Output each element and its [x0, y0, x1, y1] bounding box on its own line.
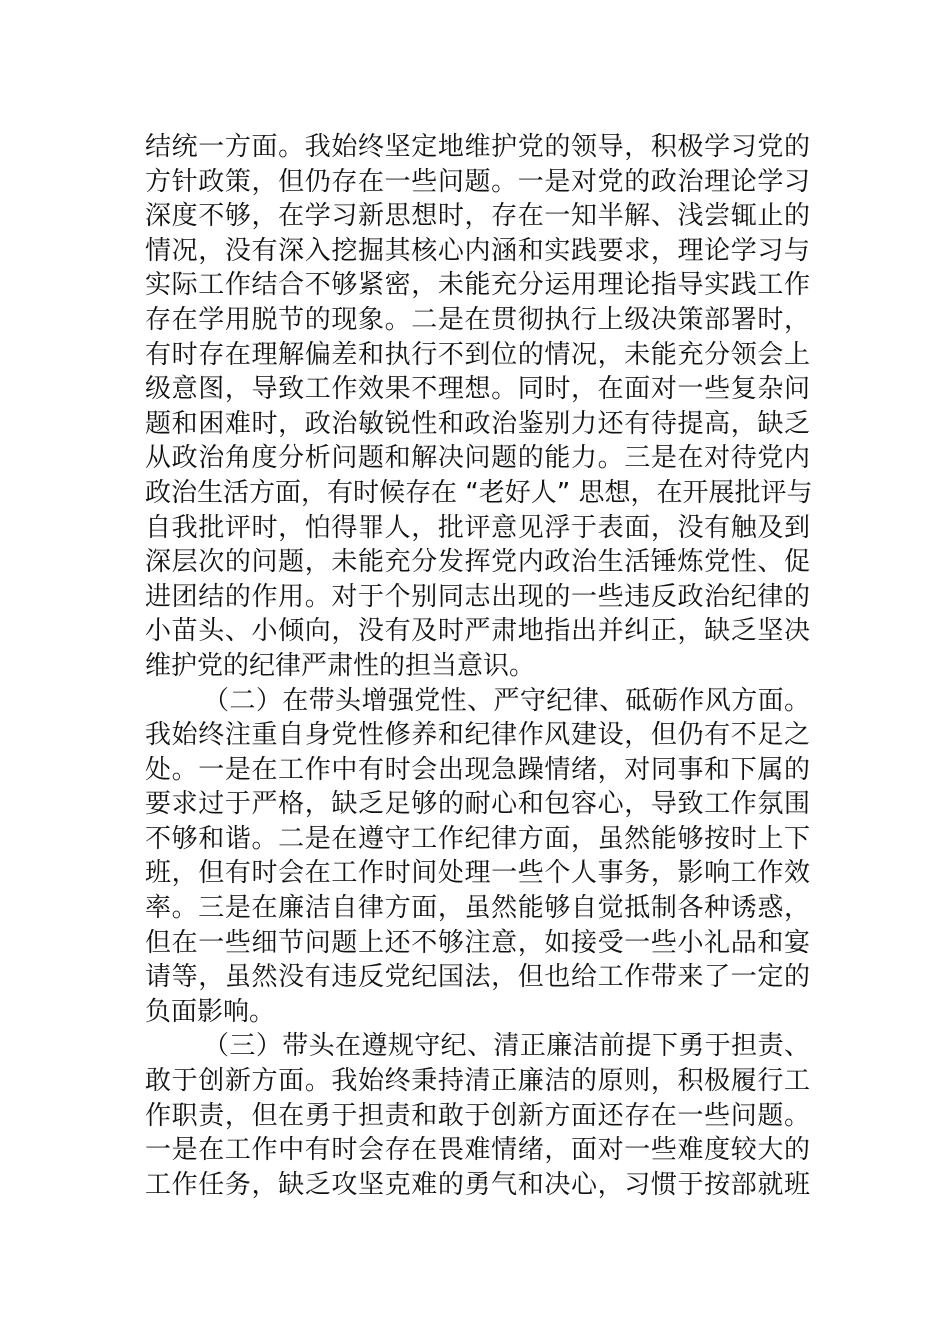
text-line: 要求过于严格，缺乏足够的耐心和包容心，导致工作氛围: [145, 789, 810, 820]
text-line: 维护党的纪律严肃性的担当意识。: [145, 650, 536, 681]
text-line: 有时存在理解偏差和执行不到位的情况，未能充分领会上: [145, 339, 810, 370]
text-line: 实际工作结合不够紧密，未能充分运用理论指导实践工作: [145, 270, 810, 301]
text-line: 但在一些细节问题上还不够注意，如接受一些小礼品和宴: [145, 927, 810, 958]
text-line: 结统一方面。我始终坚定地维护党的领导，积极学习党的: [145, 132, 810, 162]
text-line: 我始终注重自身党性修养和纪律作风建设，但仍有不足之: [145, 720, 810, 751]
text-line: 级意图，导致工作效果不理想。同时，在面对一些复杂问: [145, 374, 810, 405]
text-line: 请等，虽然没有违反党纪国法，但也给工作带来了一定的: [145, 962, 810, 993]
text-line: 负面影响。: [145, 996, 276, 1027]
text-line: 率。三是在廉洁自律方面，虽然能够自觉抵制各种诱惑，: [145, 893, 810, 924]
text-line: 深层次的问题，未能充分发挥党内政治生活锤炼党性、促: [145, 547, 810, 578]
text-line: 自我批评时，怕得罪人，批评意见浮于表面，没有触及到: [145, 512, 810, 543]
document-body: [145, 130, 813, 1202]
text-line: 班，但有时会在工作时间处理一些个人事务，影响工作效: [145, 858, 810, 889]
section-heading-line: （二）在带头增强党性、严守纪律、砥砺作风方面。: [203, 685, 810, 716]
text-line: 进团结的作用。对于个别同志出现的一些违反政治纪律的: [145, 581, 810, 612]
text-line: 不够和谐。二是在遵守工作纪律方面，虽然能够按时上下: [145, 823, 810, 854]
section-heading-line: （三）带头在遵规守纪、清正廉洁前提下勇于担责、: [203, 1031, 810, 1062]
text-line: 处。一是在工作中有时会出现急躁情绪，对同事和下属的: [145, 754, 810, 785]
text-line: 从政治角度分析问题和解决问题的能力。三是在对待党内: [145, 443, 810, 474]
text-line: 敢于创新方面。我始终秉持清正廉洁的原则，积极履行工: [145, 1066, 810, 1097]
text-line: 情况，没有深入挖掘其核心内涵和实践要求，理论学习与: [145, 235, 810, 266]
text-line: 作职责，但在勇于担责和敢于创新方面还存在一些问题。: [145, 1100, 810, 1131]
text-line: 工作任务，缺乏攻坚克难的勇气和决心，习惯于按部就班: [145, 1169, 810, 1200]
text-line: 存在学用脱节的现象。二是在贯彻执行上级决策部署时，: [145, 304, 810, 335]
text-line: 小苗头、小倾向，没有及时严肃地指出并纠正，缺乏坚决: [145, 616, 810, 647]
text-line: 一是在工作中有时会存在畏难情绪，面对一些难度较大的: [145, 1135, 810, 1166]
text-line: 题和困难时，政治敏锐性和政治鉴别力还有待提高，缺乏: [145, 408, 810, 439]
text-line: 方针政策，但仍存在一些问题。一是对党的政治理论学习: [145, 166, 810, 197]
text-line: 政治生活方面，有时候存在 “老好人” 思想，在开展批评与: [145, 477, 813, 508]
text-line: 深度不够，在学习新思想时，存在一知半解、浅尝辄止的: [145, 201, 810, 232]
